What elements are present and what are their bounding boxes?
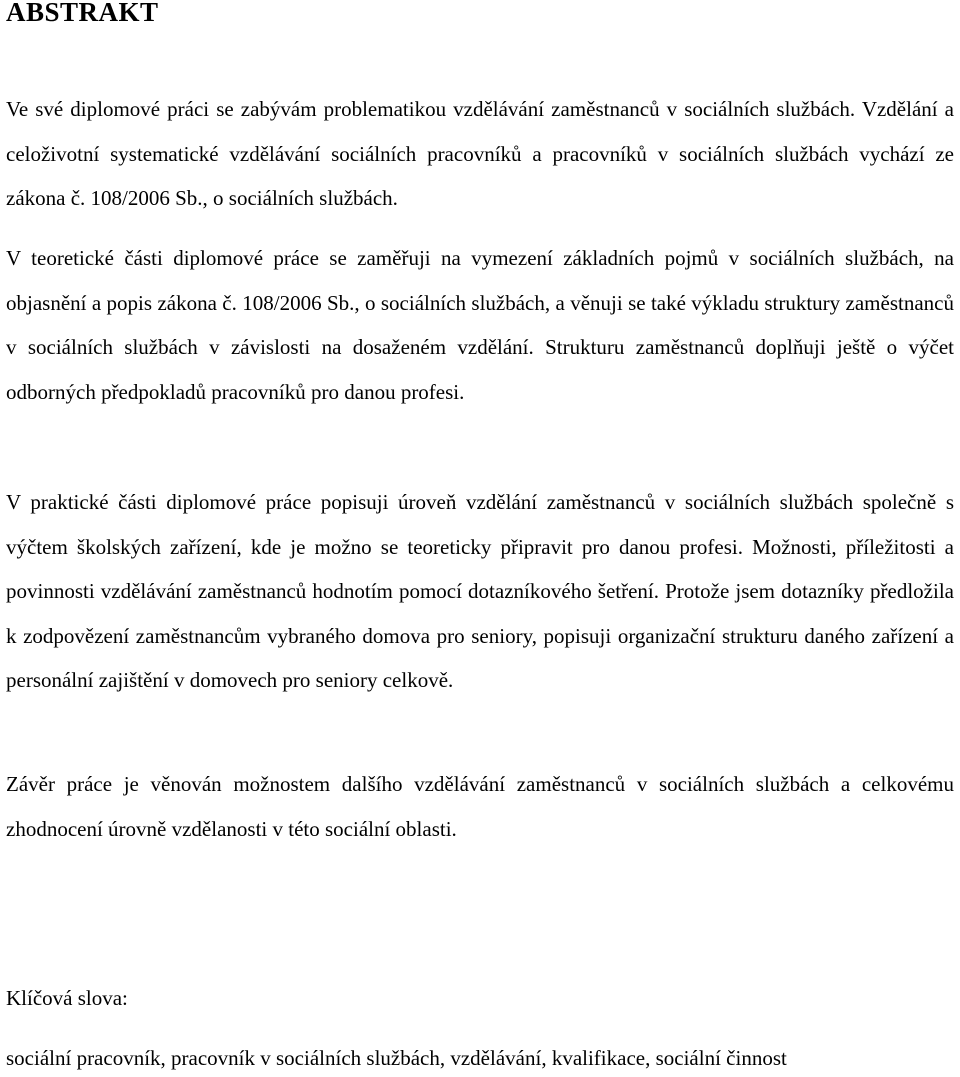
abstract-paragraph-2: V teoretické části diplomové práce se zaměřuji na vymezení základních pojmů v sociálních službách, na objasnění a popis zákona č. 108/2006 Sb., o sociálních službách, a věnuji se také výkladu struktury zaměstnanců v sociálních službách v závislosti na dosaženém vzdělání. Strukturu zaměstnanců doplňuji ještě o výčet odborných předpokladů pracovníků pro danou profesi. [6, 246, 954, 404]
abstract-paragraph-4: Závěr práce je věnován možnostem dalšího vzdělávání zaměstnanců v sociálních službách a celkovému zhodnocení úrovně vzdělanosti v této sociální oblasti. [6, 772, 954, 841]
keywords-label: Klíčová slova: [6, 986, 128, 1010]
keywords-list: sociální pracovník, pracovník v sociálních službách, vzdělávání, kvalifikace, sociální činnost [6, 1046, 787, 1070]
abstract-paragraph-3: V praktické části diplomové práce popisuji úroveň vzdělání zaměstnanců v sociálních službách společně s výčtem školských zařízení, kde je možno se teoreticky připravit pro danou profesi. Možnosti, příležitosti a povinnosti vzdělávání zaměstnanců hodnotím pomocí dotazníkového šetření. Protože jsem dotazníky předložila k zodpovězení zaměstnancům vybraného domova pro seniory, popisuji organizační strukturu daného zařízení a personální zajištění v domovech pro seniory celkově. [6, 490, 954, 692]
abstract-paragraph-1: Ve své diplomové práci se zabývám problematikou vzdělávání zaměstnanců v sociálních službách. Vzdělání a celoživotní systematické vzdělávání sociálních pracovníků a pracovníků v sociálních službách vychází ze zákona č. 108/2006 Sb., o sociálních službách. [6, 97, 954, 210]
abstract-heading: ABSTRAKT [6, 0, 159, 27]
